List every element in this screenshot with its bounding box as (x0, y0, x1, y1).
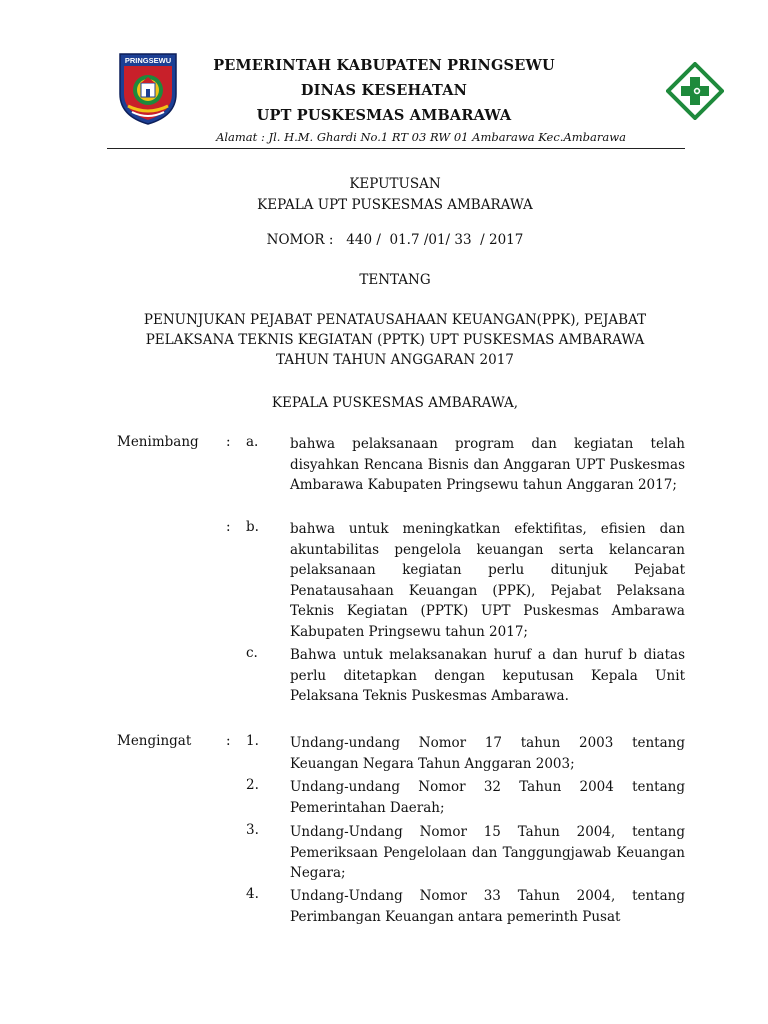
decree-authority: KEPALA PUSKESMAS AMBARAWA, (271, 395, 519, 411)
mengingat-marker: 3. (246, 822, 259, 838)
mengingat-marker: 2. (246, 777, 259, 793)
menimbang-marker: b. (246, 519, 259, 535)
decree-tentang: TENTANG (359, 272, 431, 288)
header-institution: UPT PUSKESMAS AMBARAWA (256, 107, 512, 124)
decree-subject-line-1: PENUNJUKAN PEJABAT PENATAUSAHAAN KEUANGAN(PPK), PEJABAT (143, 312, 647, 328)
mengingat-item: Undang-undang Nomor 32 Tahun 2004 tentang Pemerintahan Daerah; (290, 779, 685, 816)
crest-text: PRINGSEWU (124, 56, 172, 65)
mengingat-item: Undang-Undang Nomor 33 Tahun 2004, tentang Perimbangan Keuangan antara pemerinth Pusat (290, 888, 685, 925)
menimbang-item: bahwa pelaksanaan program dan kegiatan telah disyahkan Rencana Bisnis dan Anggaran UPT Puskesmas Ambarawa Kabupaten Pringsewu tahun Anggaran 2017; (290, 436, 685, 493)
mengingat-label: Mengingat (117, 733, 192, 749)
menimbang-item: Bahwa untuk melaksanakan huruf a dan huruf b diatas perlu ditetapkan dengan keputusan Kepala Unit Pelaksana Teknis Puskesmas Ambarawa. (290, 647, 685, 704)
menimbang-colon: : (226, 434, 231, 450)
decree-heading: KEPUTUSAN (349, 176, 441, 192)
menimbang-item: bahwa untuk meningkatkan efektifitas, efisien dan akuntabilitas pengelola keuangan serta kelancaran pelaksanaan kegiatan perlu ditunjuk Pejabat Penatausahaan Keuangan (PPK), Pejabat Pelaksana Teknis Kegiatan (PPTK) UPT Puskesmas Ambarawa Kabupaten Pringsewu tahun 2017; (290, 521, 685, 640)
decree-subject-line-3: TAHUN TAHUN ANGGARAN 2017 (276, 352, 514, 368)
header-government: PEMERINTAH KABUPATEN PRINGSEWU (213, 57, 555, 74)
menimbang-marker: a. (246, 434, 259, 450)
header-department: DINAS KESEHATAN (300, 82, 468, 99)
mengingat-colon: : (226, 733, 231, 749)
mengingat-marker: 4. (246, 886, 259, 902)
decree-subject-line-2: PELAKSANA TEKNIS KEGIATAN (PPTK) UPT PUSKESMAS AMBARAWA (145, 332, 645, 348)
menimbang-label: Menimbang (117, 434, 199, 450)
header-address: Alamat : Jl. H.M. Ghardi No.1 RT 03 RW 01 Ambarawa Kec.Ambarawa (216, 130, 626, 144)
mengingat-marker: 1. (246, 733, 259, 749)
decree-issuer: KEPALA UPT PUSKESMAS AMBARAWA (257, 197, 533, 213)
menimbang-marker: c. (246, 645, 258, 661)
decree-number: NOMOR : 440 / 01.7 /01/ 33 / 2017 (266, 232, 524, 248)
header-divider (107, 148, 685, 149)
mengingat-item: Undang-Undang Nomor 15 Tahun 2004, tentang Pemeriksaan Pengelolaan dan Tanggungjawab Keuangan Negara; (290, 824, 685, 881)
mengingat-item: Undang-undang Nomor 17 tahun 2003 tentang Keuangan Negara Tahun Anggaran 2003; (290, 735, 685, 772)
menimbang-colon: : (226, 519, 231, 535)
